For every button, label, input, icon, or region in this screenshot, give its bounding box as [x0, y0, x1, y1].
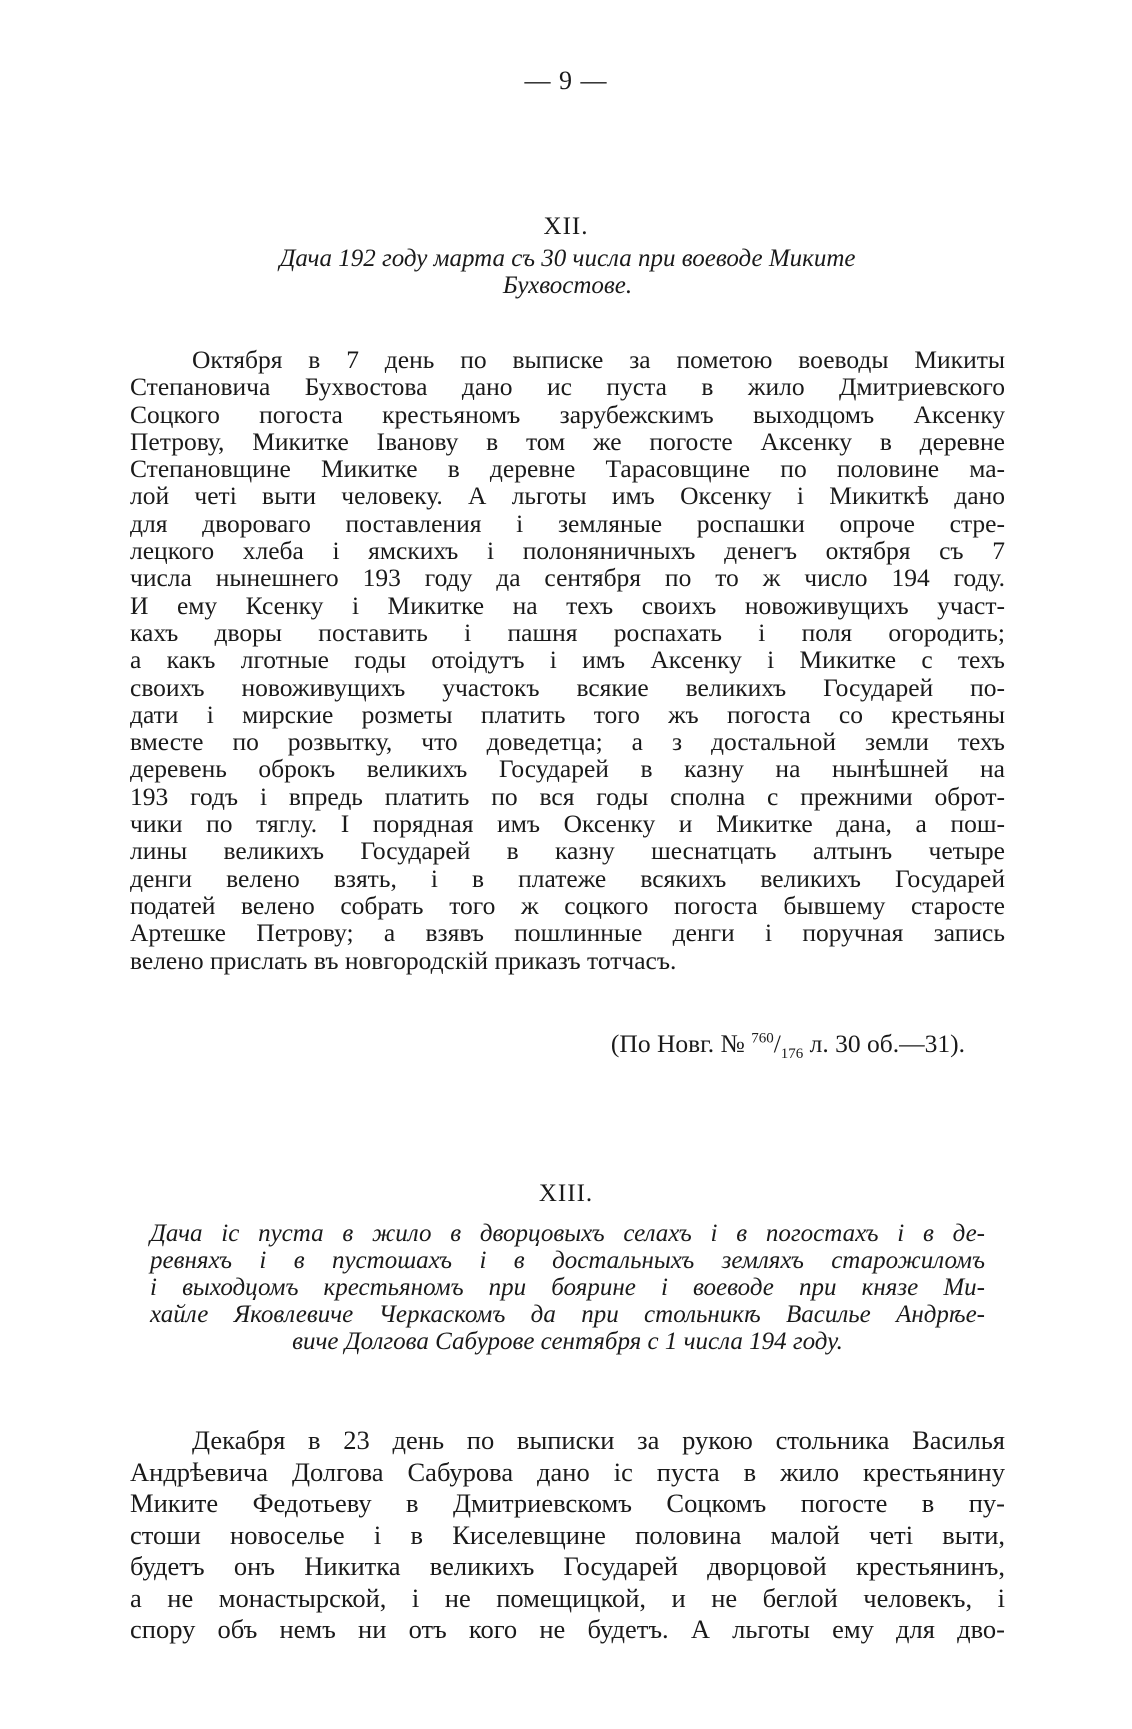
body-line: Декабря в 23 день по выписки за рукою стольника Василья [192, 1425, 1005, 1455]
body-line: лецкого хлеба і ямскихъ і полоняничныхъ денегъ октября съ 7 [130, 536, 1005, 566]
body-line: дати і мирские розметы платить того жъ погоста со крестьяны [130, 699, 1005, 729]
heading-line: Бухвостове. [502, 272, 633, 299]
citation-denominator: 176 [780, 1046, 804, 1063]
body-line: податей велено собрать того ж соцкого погоста бывшему старосте [130, 890, 1005, 920]
section-xii-heading [150, 245, 985, 299]
section-numeral: XIII. [538, 1180, 594, 1207]
body-line: И ему Ксенку і Микитке на техъ своихъ новоживущихъ участ- [130, 590, 1005, 620]
section-xii-body [130, 346, 1005, 974]
body-line: деревень оброкъ великихъ Государей в казну на нынѣшней на [130, 754, 1005, 784]
body-line: стоши новоселье і в Киселевщине половина малой четі выти, [130, 1519, 1005, 1550]
body-line: для двороваго поставления і земляные роспашки опроче стре- [130, 508, 1005, 538]
citation-slash: / [773, 1029, 781, 1058]
body-line: числа нынешнего 193 году да сентября по то ж число 194 году. [130, 563, 1005, 593]
body-line: 193 годъ і впредь платить по вся годы сполна с прежними оброт- [130, 781, 1005, 811]
page-number: — 9 — [524, 66, 608, 95]
heading-line: виче Долгова Сабурове сентября с 1 числа 194 году. [292, 1328, 843, 1355]
body-line: чики по тяглу. І порядная имъ Оксенку и Микитке дана, а пош- [130, 809, 1005, 839]
body-line: лины великихъ Государей в казну шеснатцать алтынъ четыре [130, 836, 1005, 866]
citation-prefix: (По Новг. № [610, 1029, 745, 1058]
body-line: лой четі выти человеку. А льготы имъ Оксенку і Микиткѣ дано [130, 481, 1005, 511]
heading-line: ревняхъ і в пустошахъ і в достальныхъ земляхъ старожиломъ [150, 1247, 985, 1274]
body-line: вместе по розвытку, что доведетца; а з достальной земли техъ [130, 727, 1005, 757]
body-line: Степановича Бухвостова дано ис пуста в жило Дмитриевского [130, 372, 1005, 402]
heading-line: хайле Яковлевиче Черкаскомъ да при стольникѣ Василье Андрѣе- [150, 1301, 985, 1328]
body-line: денги велено взять, і в платеже всякихъ великихъ Государей [130, 863, 1005, 893]
body-line: Артешке Петрову; а взявъ пошлинные денги і поручная запись [130, 918, 1005, 948]
body-line: Андрѣевича Долгова Сабурова дано іс пуста в жило крестьянину [130, 1456, 1005, 1487]
body-line: велено прислать въ новгородскій приказъ тотчасъ. [130, 945, 677, 975]
section-numeral: XII. [543, 213, 589, 240]
body-line: а не монастырской, і не помещицкой, и не беглой человекъ, і [130, 1582, 1005, 1613]
body-line: Петрову, Микитке Іванову в том же погосте Аксенку в деревне [130, 426, 1005, 456]
section-xiii-numeral [0, 1180, 1132, 1208]
body-line: Степановщине Микитке в деревне Тарасовщине по половине ма- [130, 454, 1005, 484]
section-xiii-heading [150, 1220, 985, 1355]
body-line: Октября в 7 день по выписке за пометою воеводы Микиты [192, 345, 1005, 374]
citation-numerator: 760 [751, 1030, 774, 1047]
body-line: Соцкого погоста крестьяномъ зарубежскимъ выходцомъ Аксенку [130, 399, 1005, 429]
body-line: а какъ лготные годы отоідутъ і имъ Аксенку і Микитке с техъ [130, 645, 1005, 675]
body-line: Миките Федотьеву в Дмитриевскомъ Соцкомъ погосте в пу- [130, 1488, 1005, 1518]
heading-line: Дача 192 году марта съ 30 числа при воеводе Миките [279, 245, 856, 272]
body-line: кахъ дворы поставить і пашня роспахать і поля огородить; [130, 617, 1005, 647]
section-xiii-body [130, 1425, 1005, 1646]
section-xii-numeral [0, 213, 1132, 241]
body-line: своихъ новоживущихъ участокъ всякие великихъ Государей по- [130, 672, 1005, 702]
body-line: спору объ немъ ни отъ кого не будетъ. А льготы ему для дво- [130, 1614, 1005, 1644]
heading-line: Дача іс пуста в жило в дворцовыхъ селахъ і в погостахъ і в де- [150, 1220, 985, 1247]
citation-suffix: л. 30 об.—31). [809, 1029, 965, 1058]
heading-line: і выходцомъ крестьяномъ при боярине і воеводе при князе Ми- [150, 1274, 985, 1301]
section-xii-citation [130, 1029, 965, 1063]
body-line: будетъ онъ Никитка великихъ Государей дворцовой крестьянинъ, [130, 1551, 1005, 1581]
